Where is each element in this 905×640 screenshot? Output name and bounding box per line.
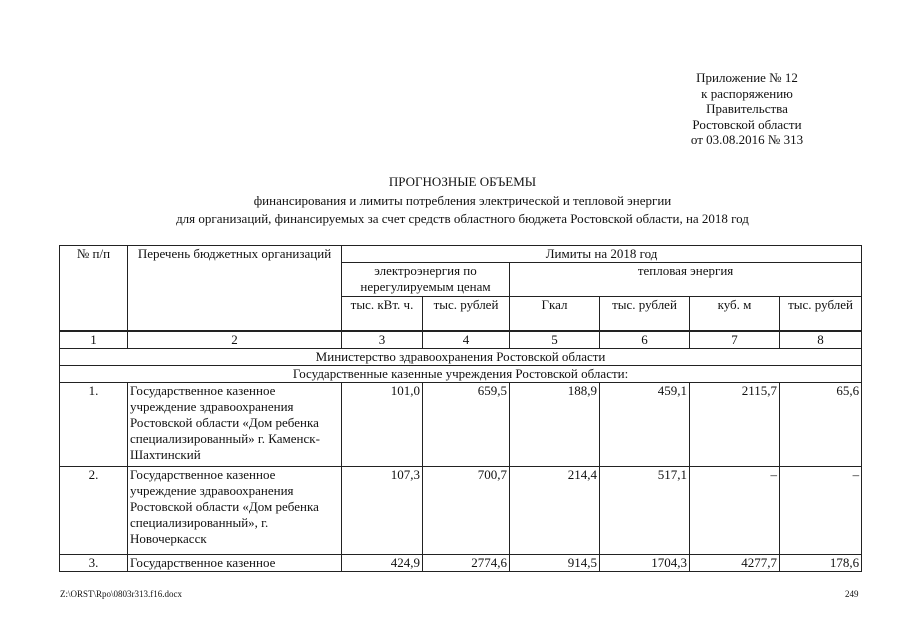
footer-page-number: 249 bbox=[845, 589, 859, 599]
document-heading bbox=[40, 173, 885, 229]
appendix-line: Ростовской области bbox=[692, 116, 802, 132]
appendix-line: к распоряжению bbox=[701, 85, 793, 101]
section-institutions: Государственные казенные учреждения Ростовской области: bbox=[60, 365, 862, 382]
appendix-block bbox=[676, 70, 818, 148]
row-value: – bbox=[780, 466, 862, 554]
row-value: 2774,6 bbox=[423, 554, 510, 571]
row-num: 3. bbox=[60, 554, 128, 571]
header-unit: тыс. кВт. ч. bbox=[342, 297, 423, 331]
column-number: 7 bbox=[690, 331, 780, 349]
header-list: Перечень бюджетных организаций bbox=[128, 246, 342, 331]
column-number: 3 bbox=[342, 331, 423, 349]
document-subtitle: для организаций, финансируемых за счет средств областного бюджета Ростовской области, на 2018 год bbox=[176, 211, 749, 226]
row-value: 2115,7 bbox=[690, 382, 780, 466]
section-ministry: Министерство здравоохранения Ростовской области bbox=[60, 348, 862, 365]
row-num: 2. bbox=[60, 466, 128, 554]
row-value: 700,7 bbox=[423, 466, 510, 554]
header-limits: Лимиты на 2018 год bbox=[342, 246, 862, 263]
column-number: 4 bbox=[423, 331, 510, 349]
header-unit: тыс. рублей bbox=[780, 297, 862, 331]
table-row bbox=[60, 554, 862, 571]
column-number: 5 bbox=[510, 331, 600, 349]
row-value: 178,6 bbox=[780, 554, 862, 571]
row-value: 101,0 bbox=[342, 382, 423, 466]
table-row bbox=[60, 466, 862, 554]
header-heat: тепловая энергия bbox=[510, 263, 862, 297]
row-value: 459,1 bbox=[600, 382, 690, 466]
header-num: № п/п bbox=[60, 246, 128, 331]
row-name: Государственное казенное учреждение здравоохранения Ростовской области «Дом ребенка специализированный» г. Каменск-Шахтинский bbox=[128, 382, 342, 466]
row-value: 424,9 bbox=[342, 554, 423, 571]
row-value: 107,3 bbox=[342, 466, 423, 554]
column-number: 1 bbox=[60, 331, 128, 349]
header-unit: куб. м bbox=[690, 297, 780, 331]
appendix-line: Правительства bbox=[706, 101, 788, 116]
row-value: 914,5 bbox=[510, 554, 600, 571]
column-number: 6 bbox=[600, 331, 690, 349]
row-value: 188,9 bbox=[510, 382, 600, 466]
document-subtitle: финансирования и лимиты потребления электрической и тепловой энергии bbox=[253, 192, 672, 208]
row-value: – bbox=[690, 466, 780, 554]
column-number-row bbox=[60, 331, 862, 349]
row-name: Государственное казенное bbox=[128, 554, 342, 571]
appendix-line: от 03.08.2016 № 313 bbox=[690, 132, 804, 147]
document-title: ПРОГНОЗНЫЕ ОБЪЕМЫ bbox=[388, 174, 537, 189]
footer-file-path: Z:\ORST\Rpo\0803r313.f16.docx bbox=[60, 589, 182, 599]
header-unit: тыс. рублей bbox=[600, 297, 690, 331]
row-value: 1704,3 bbox=[600, 554, 690, 571]
row-value: 659,5 bbox=[423, 382, 510, 466]
column-number: 8 bbox=[780, 331, 862, 349]
row-name: Государственное казенное учреждение здравоохранения Ростовской области «Дом ребенка специализированный», г. Новочеркасск bbox=[128, 466, 342, 554]
column-number: 2 bbox=[128, 331, 342, 349]
row-value: 214,4 bbox=[510, 466, 600, 554]
table-row bbox=[60, 382, 862, 466]
limits-table bbox=[59, 245, 862, 572]
row-value: 4277,7 bbox=[690, 554, 780, 571]
row-num: 1. bbox=[60, 382, 128, 466]
row-value: 65,6 bbox=[780, 382, 862, 466]
header-unit: тыс. рублей bbox=[423, 297, 510, 331]
appendix-line: Приложение № 12 bbox=[696, 70, 798, 85]
row-value: 517,1 bbox=[600, 466, 690, 554]
header-electricity: электроэнергия по нерегулируемым ценам bbox=[342, 263, 510, 297]
header-unit: Гкал bbox=[510, 297, 600, 331]
